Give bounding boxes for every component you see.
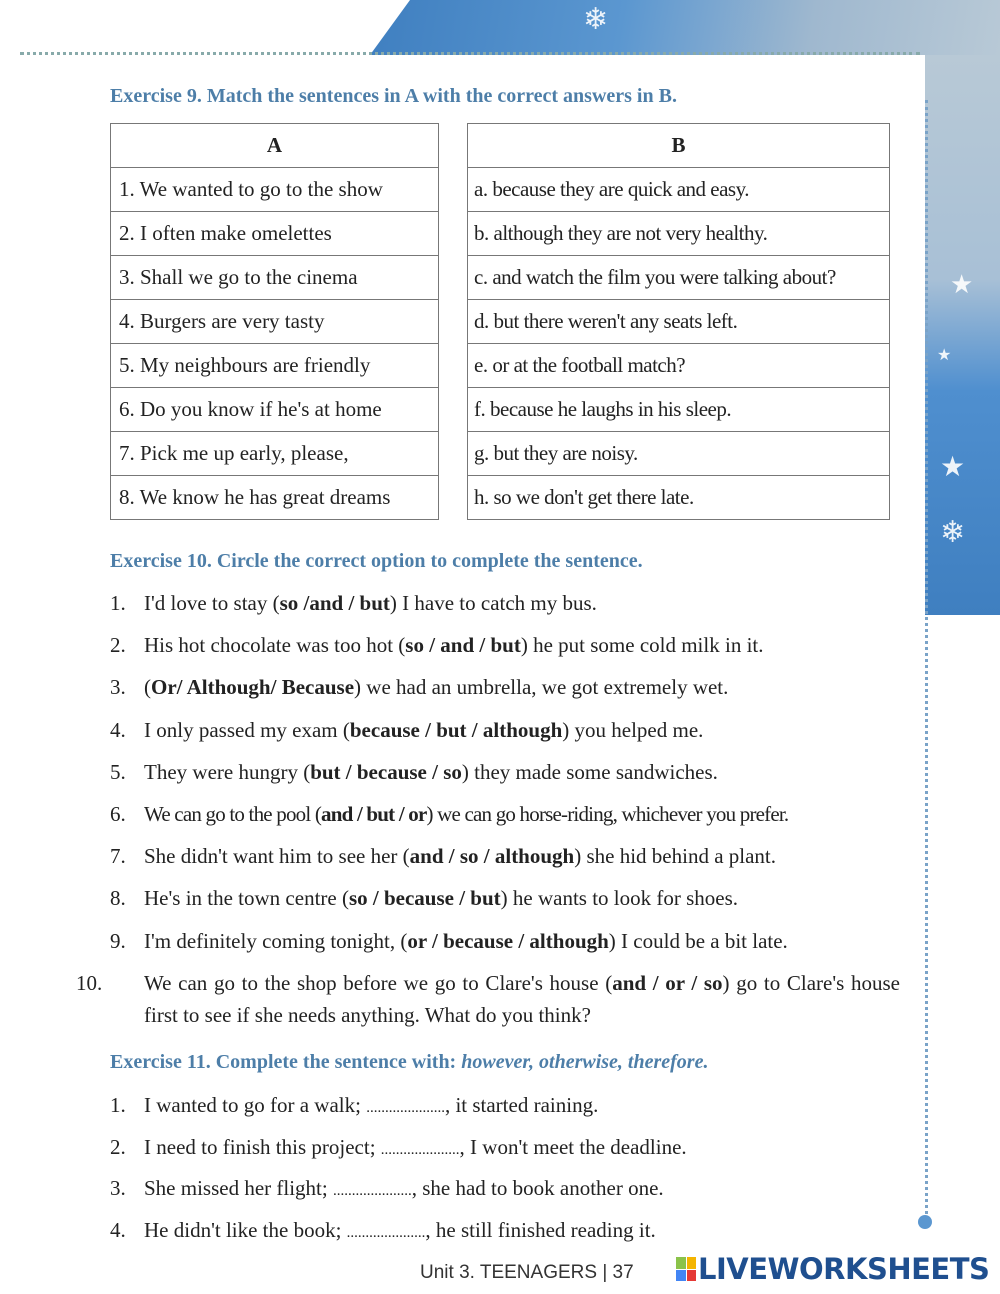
col-b-cell: a. because they are quick and easy. [468,168,890,212]
snowflake-icon: ❄ [583,2,609,37]
exercise10-item [110,587,900,619]
col-b-cell: e. or at the football match? [468,344,890,388]
item-post: ) he put some cold milk in it. [520,633,764,658]
item-pre: I only passed my exam ( [144,717,350,742]
table-row [111,168,439,212]
item-options[interactable]: and / so / although [409,844,575,869]
item-post: , I won't meet the deadline. [459,1134,687,1159]
item-options[interactable]: Or/ Although/ Because [151,675,355,700]
table-a [110,123,439,520]
item-pre: ( [144,675,151,700]
item-pre: He didn't like the book; [144,1217,347,1242]
exercise11-item [110,1131,900,1166]
item-post: ) I could be a bit late. [608,928,788,953]
item-options[interactable]: so / because / but [348,886,501,911]
item-number: 8. [110,886,126,911]
page-corner [880,55,925,100]
item-options[interactable]: and / but / or [321,802,427,826]
exercise10-item [110,925,900,957]
item-options[interactable]: but / because / so [310,759,462,784]
table-row [468,344,890,388]
star-icon: ★ [950,270,974,300]
item-post: ) they made some sandwiches. [461,759,718,784]
exercise11-item [110,1089,900,1124]
table-row [468,212,890,256]
col-b-cell: f. because he laughs in his sleep. [468,388,890,432]
liveworksheets-watermark: LIVEWORKSHEETS [698,1252,990,1286]
item-number: 4. [110,1217,126,1242]
table-row [111,256,439,300]
item-options[interactable]: or / because / although [407,928,609,953]
col-a-header: A [111,124,439,168]
star-icon: ★ [937,345,952,364]
exercise10-title: Exercise 10. Circle the correct option to complete the sentence. [110,550,643,572]
item-number: 3. [110,1176,126,1200]
col-a-cell: 3. Shall we go to the cinema [111,256,439,300]
item-post: ) we had an umbrella, we got extremely wet. [354,675,729,700]
exercise10-item [110,629,900,661]
answer-blank[interactable]: ..................... [332,1183,412,1199]
table-b [467,123,890,520]
item-pre: I wanted to go for a walk; [144,1093,367,1117]
item-options[interactable]: because / but / although [349,717,563,742]
item-post: , it started raining. [444,1093,599,1117]
item-post: ) we can go horse-riding, whichever you prefer. [426,802,789,826]
item-post: , he still finished reading it. [425,1217,656,1242]
answer-blank[interactable]: ..................... [380,1141,460,1158]
col-b-cell: b. although they are not very healthy. [468,212,890,256]
col-a-cell: 6. Do you know if he's at home [111,388,439,432]
answer-blank[interactable]: ..................... [366,1100,445,1116]
item-number: 9. [110,928,126,953]
item-post: ) you helped me. [562,717,704,742]
col-a-cell: 4. Burgers are very tasty [111,300,439,344]
table-row [111,432,439,476]
item-number: 4. [110,717,126,742]
table-row [468,388,890,432]
item-pre: She didn't want him to see her ( [144,844,410,869]
table-row [468,256,890,300]
exercise11-words: however, otherwise, therefore. [461,1051,709,1073]
exercise10-item [110,882,900,914]
item-number: 2. [110,1134,126,1159]
dotted-border-right [925,100,928,1220]
dotted-border-top [20,52,920,55]
answer-blank[interactable]: ..................... [346,1224,426,1241]
item-number: 2. [110,633,126,658]
item-pre: I'd love to stay ( [144,591,280,615]
dotted-border-end [918,1215,932,1229]
exercise10-item [110,714,900,746]
col-b-cell: g. but they are noisy. [468,432,890,476]
item-options[interactable]: and / or / so [612,970,723,995]
col-a-cell: 8. We know he has great dreams [111,476,439,520]
table-row [468,300,890,344]
col-b-cell: c. and watch the film you were talking about? [468,256,890,300]
exercise10-item [110,798,900,830]
snowflake-icon: ❄ [940,515,966,550]
item-pre: She missed her flight; [144,1176,333,1200]
item-number: 3. [110,675,126,700]
liveworksheets-logo-icon [676,1257,696,1281]
decorative-banner [370,0,1000,55]
item-pre: His hot chocolate was too hot ( [144,633,406,658]
item-post: , she had to book another one. [411,1176,664,1200]
table-row [111,388,439,432]
star-icon: ★ [940,450,966,483]
item-post: ) she hid behind a plant. [574,844,777,869]
item-number: 5. [110,759,126,784]
exercise11-title [110,1051,708,1074]
col-b-cell: h. so we don't get there late. [468,476,890,520]
table-row [468,476,890,520]
page-footer: Unit 3. TEENAGERS | 37 [420,1262,634,1283]
exercise10-item [76,967,900,1031]
table-row [111,212,439,256]
item-options[interactable]: so /and / but [279,591,390,615]
table-row [111,300,439,344]
table-row [468,168,890,212]
item-pre: I'm definitely coming tonight, ( [144,928,408,953]
exercise10-item [110,840,900,872]
table-row [111,476,439,520]
exercise10-item [110,671,900,703]
item-number: 1. [110,1093,126,1117]
item-number: 10. [76,970,103,995]
item-pre: We can go to the shop before we go to Clare's house ( [144,970,613,995]
item-number: 7. [110,844,126,869]
col-a-cell: 7. Pick me up early, please, [111,432,439,476]
item-pre: We can go to the pool ( [144,802,322,826]
table-row [468,432,890,476]
item-post: ) I have to catch my bus. [389,591,597,615]
exercise11-title-text: Exercise 11. Complete the sentence with: [110,1051,462,1073]
item-number: 1. [110,591,126,615]
col-a-cell: 5. My neighbours are friendly [111,344,439,388]
col-a-cell: 1. We wanted to go to the show [111,168,439,212]
exercise11-item [110,1172,900,1207]
item-number: 6. [110,802,126,826]
exercise10-item [110,756,900,788]
col-b-cell: d. but there weren't any seats left. [468,300,890,344]
item-pre: I need to finish this project; [144,1134,381,1159]
col-a-cell: 2. I often make omelettes [111,212,439,256]
item-pre: He's in the town centre ( [144,886,349,911]
item-post: ) he wants to look for shoes. [500,886,739,911]
table-row [111,344,439,388]
exercise11-item [110,1214,900,1249]
item-pre: They were hungry ( [144,759,311,784]
col-b-header: B [468,124,890,168]
exercise9-title: Exercise 9. Match the sentences in A with the correct answers in B. [110,85,677,107]
item-post: ) go to Clare's house first to see if she needs anything. What do you think? [144,970,900,1027]
item-options[interactable]: so / and / but [405,633,521,658]
